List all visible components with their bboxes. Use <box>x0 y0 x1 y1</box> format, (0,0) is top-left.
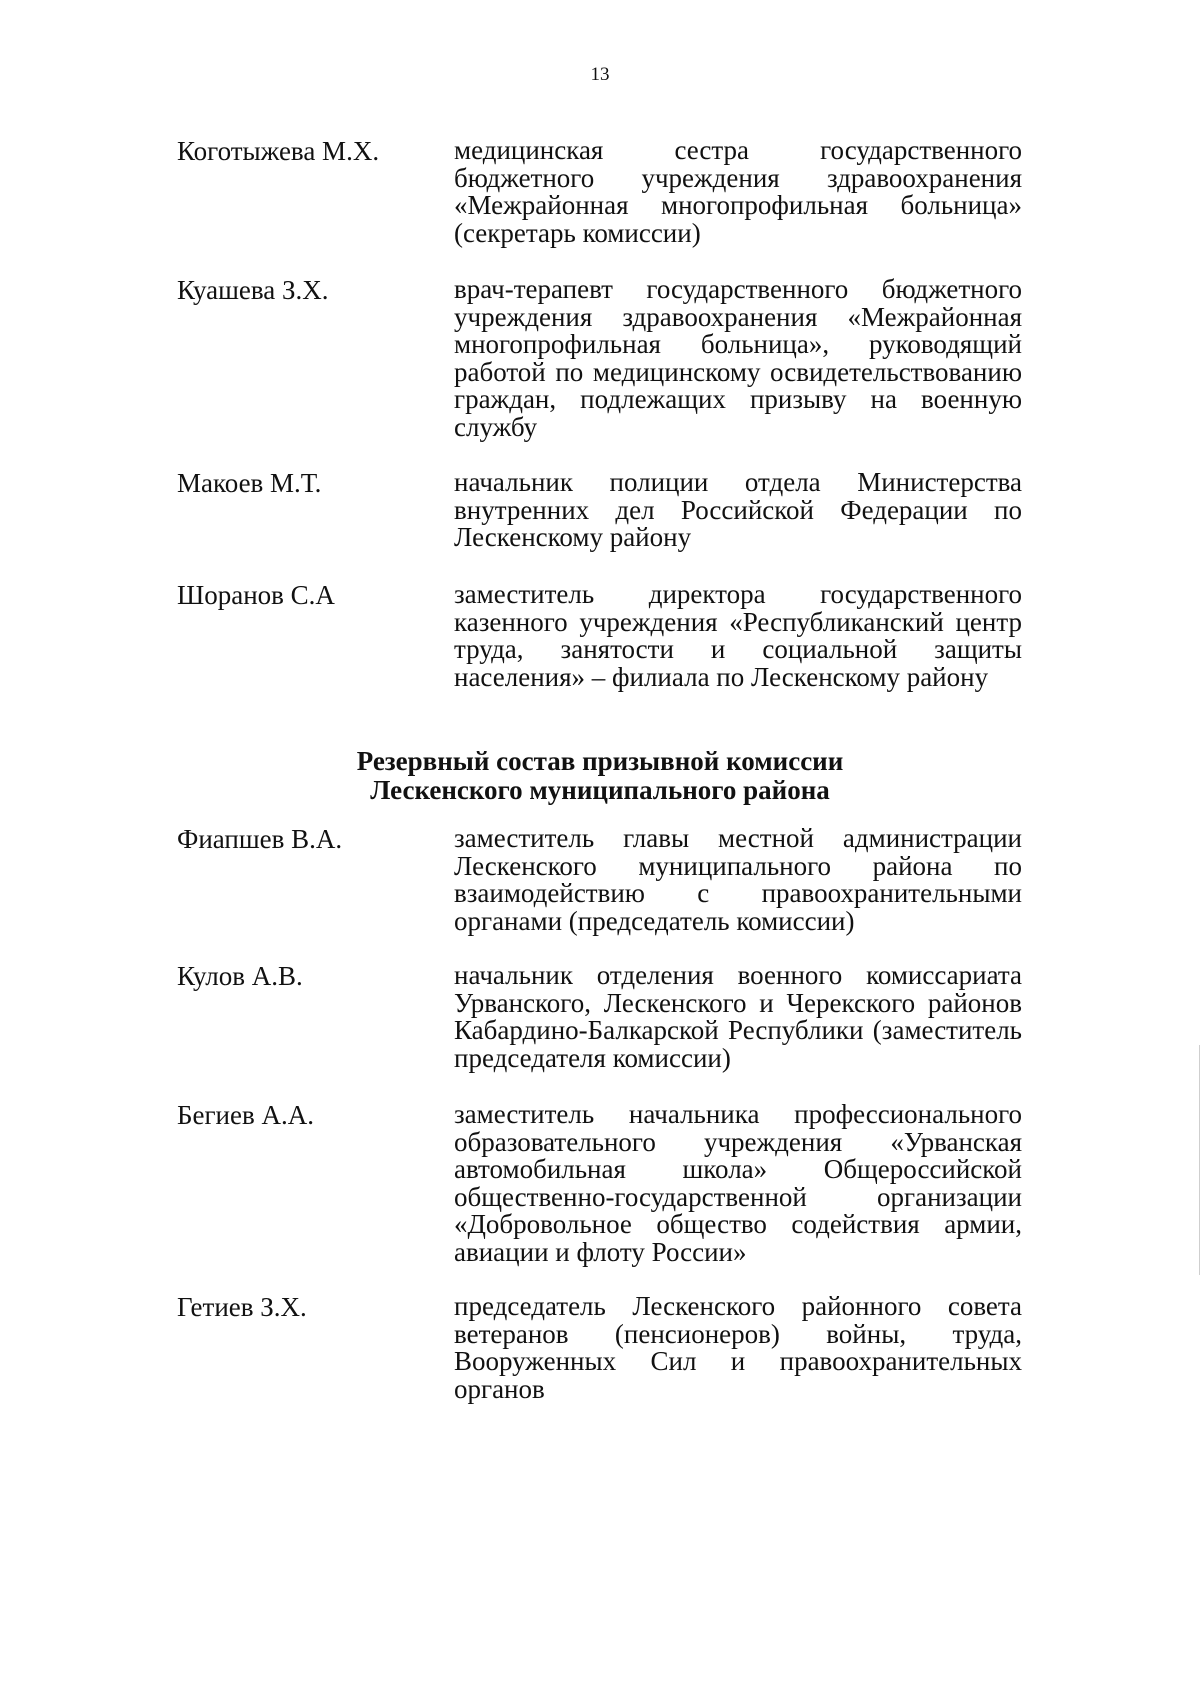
member-description: заместитель директора государственного казенного учреждения «Республиканский центр труда, занятости и социальной защиты населения» – филиала по Лескенскому району <box>454 579 1022 692</box>
section-heading-line: Резервный состав призывной комиссии <box>356 746 844 776</box>
member-name: Гетиев З.Х. <box>177 1292 307 1322</box>
member-name: Коготыжева М.Х. <box>177 136 380 166</box>
member-name: Фиапшев В.А. <box>177 824 343 854</box>
member-name: Бегиев А.А. <box>177 1100 314 1130</box>
member-name: Макоев М.Т. <box>177 468 322 498</box>
member-description: медицинская сестра государственного бюджетного учреждения здравоохранения «Межрайонная многопрофильная больница» (секретарь комиссии) <box>454 135 1022 248</box>
section-heading-line: Лескенского муниципального района <box>370 775 830 805</box>
member-description: начальник полиции отдела Министерства внутренних дел Российской Федерации по Лескенскому району <box>454 467 1022 552</box>
member-name: Шоранов С.А <box>177 580 335 610</box>
member-name: Куашева З.Х. <box>177 275 329 305</box>
page-number: 13 <box>590 64 610 85</box>
member-description: председатель Лескенского районного совета ветеранов (пенсионеров) войны, труда, Вооруженных Сил и правоохранительных органов <box>454 1291 1022 1404</box>
member-description: начальник отделения военного комиссариата Урванского, Лескенского и Черекского районов Кабардино-Балкарской Республики (заместитель председателя комиссии) <box>454 960 1022 1073</box>
member-description: врач-терапевт государственного бюджетного учреждения здравоохранения «Межрайонная многопрофильная больница», руководящий работой по медицинскому освидетельствованию граждан, подлежащих призыву на военную службу <box>454 274 1022 442</box>
member-description: заместитель начальника профессионального образовательного учреждения «Урванская автомобильная школа» Общероссийской общественно-государственной организации «Добровольное общество содействия армии, авиации и флоту России» <box>454 1099 1022 1267</box>
section-heading <box>0 747 1200 805</box>
member-description: заместитель главы местной администрации Лескенского муниципального района по взаимодействию с правоохранительными органами (председатель комиссии) <box>454 823 1022 936</box>
member-name: Кулов А.В. <box>177 961 303 991</box>
